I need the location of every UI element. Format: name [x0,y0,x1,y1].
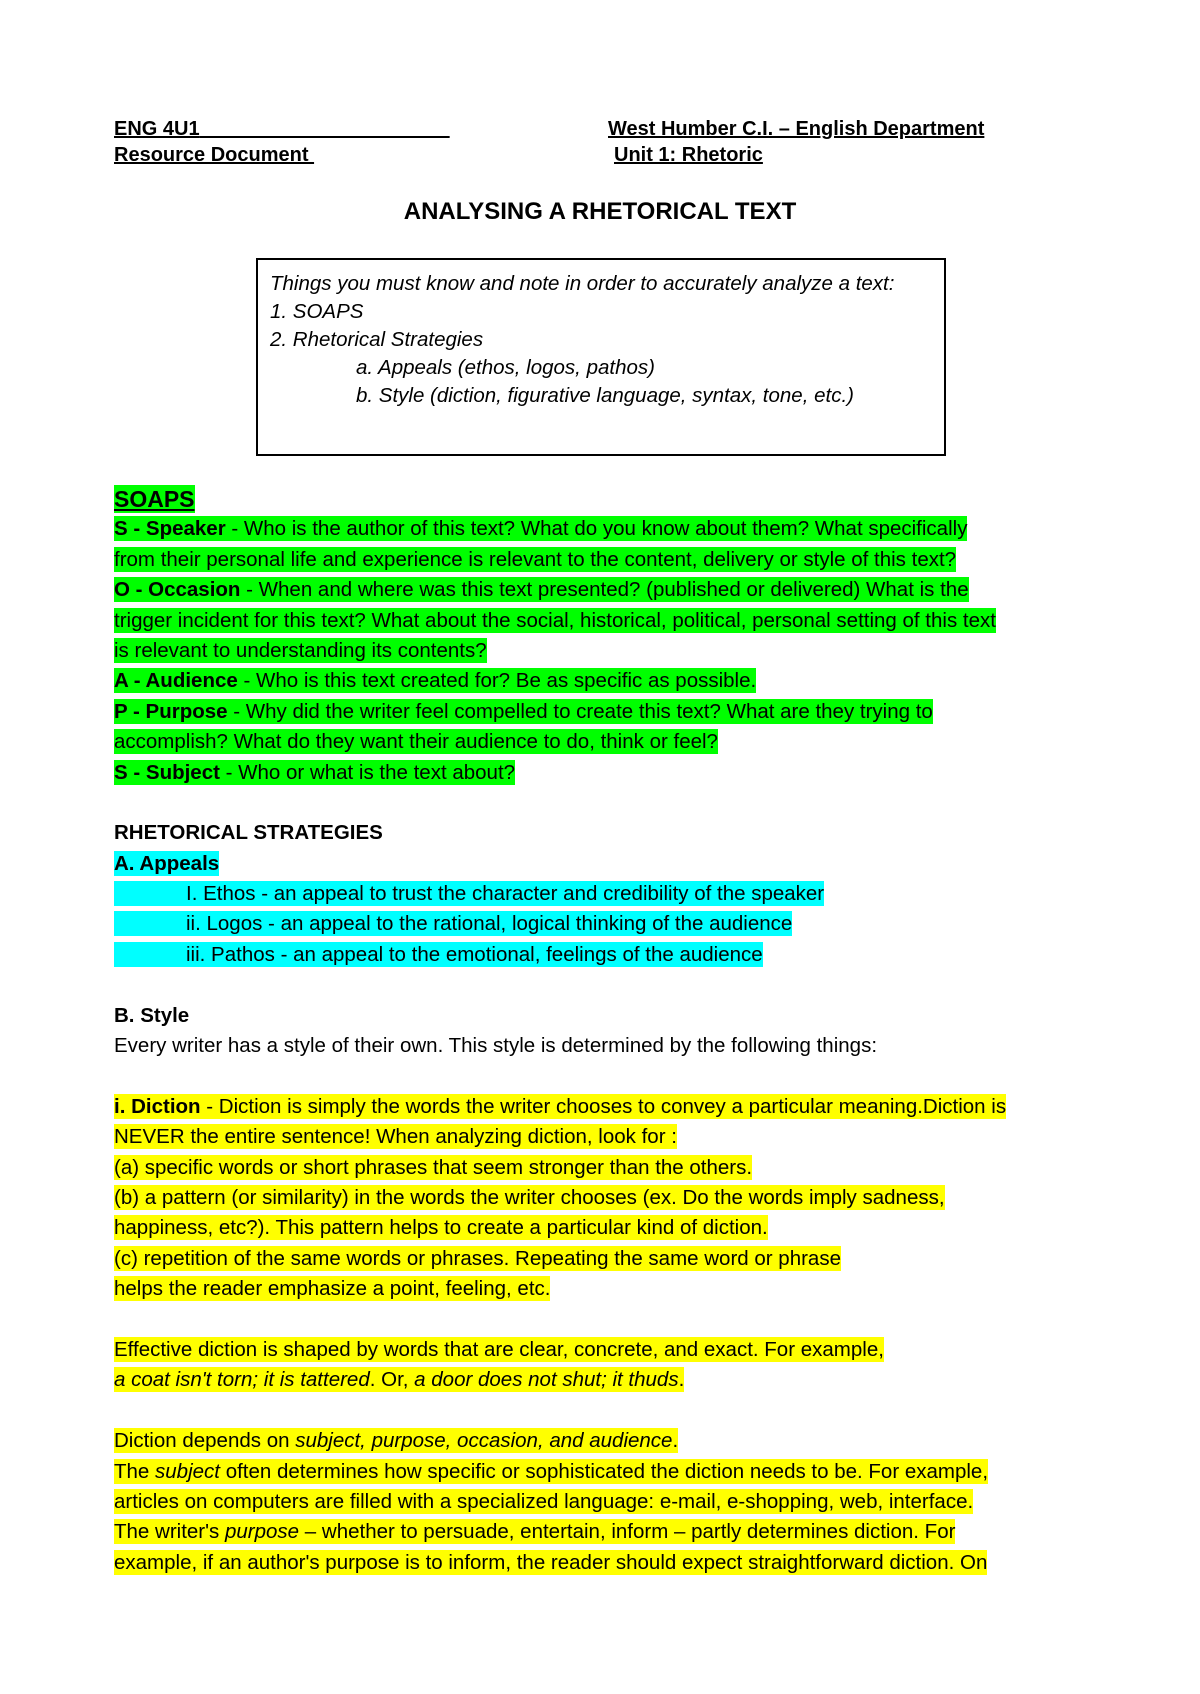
appeal-logos: ii. Logos - an appeal to the rational, logical thinking of the audience [114,909,1104,939]
diction-subject-cont: articles on computers are filled with a specialized language: e-mail, e-shopping, web, interface. [114,1489,974,1513]
soaps-purpose: P - Purpose - Why did the writer feel compelled to create this text? What are they trying to [114,699,933,723]
style-intro: Every writer has a style of their own. This style is determined by the following things: [114,1034,878,1058]
style-heading: B. Style [114,1003,190,1027]
soaps-subject: S - Subject - Who or what is the text about? [114,760,516,784]
subject-label: S - Subject [114,760,220,784]
soaps-occasion-cont2: is relevant to understanding its contents? [114,638,487,662]
soaps-audience: A - Audience - Who is this text created for? Be as specific as possible. [114,669,757,693]
soaps-heading-line [114,484,1104,514]
box-subitem-appeals: a. Appeals (ethos, logos, pathos) [356,356,655,379]
appeal-ethos: I. Ethos - an appeal to trust the character and credibility of the speaker [114,879,1104,909]
diction-item-c-cont: helps the reader emphasize a point, feeling, etc. [114,1277,551,1301]
soaps-speaker: S - Speaker - Who is the author of this text? What do you know about them? What specifically [114,517,968,541]
document-type: Resource Document [114,144,309,166]
page-title: ANALYSING A RHETORICAL TEXT [403,198,797,225]
diction-item-a: (a) specific words or short phrases that seem stronger than the others. [114,1155,753,1179]
strategies-heading: RHETORICAL STRATEGIES [114,821,383,845]
diction-depends: Diction depends on subject, purpose, occasion, and audience. [114,1429,679,1453]
diction-purpose-cont: example, if an author's purpose is to inform, the reader should expect straightforward diction. On [114,1550,988,1574]
speaker-label: S - Speaker [114,517,226,541]
diction-item-b: (b) a pattern (or similarity) in the words the writer chooses (ex. Do the words imply sadness, [114,1185,945,1209]
occasion-label: O - Occasion [114,578,241,602]
effective-diction-example: a coat isn't torn; it is tattered. Or, a door does not shut; it thuds. [114,1368,685,1392]
diction-subject: The subject often determines how specific or sophisticated the diction needs to be. For example, [114,1459,989,1483]
document-body [114,484,1104,1578]
diction-def: i. Diction - Diction is simply the words the writer chooses to convey a particular meaning.Diction is [114,1094,1007,1118]
school-department: West Humber C.I. – English Department [608,118,985,140]
unit-title: Unit 1: Rhetoric [614,144,763,166]
diction-item-b-cont: happiness, etc?). This pattern helps to create a particular kind of diction. [114,1216,768,1240]
soaps-purpose-cont: accomplish? What do they want their audience to do, think or feel? [114,730,718,754]
box-item-strategies: 2. Rhetorical Strategies [270,328,484,351]
box-intro: Things you must know and note in order to accurately analyze a text: [270,272,895,295]
soaps-occasion-cont: trigger incident for this text? What about the social, historical, political, personal setting of this text [114,608,996,632]
box-subitem-style: b. Style (diction, figurative language, syntax, tone, etc.) [356,384,854,407]
diction-item-c: (c) repetition of the same words or phrases. Repeating the same word or phrase [114,1246,841,1270]
effective-diction: Effective diction is shaped by words that are clear, concrete, and exact. For example, [114,1337,884,1361]
purpose-label: P - Purpose [114,699,228,723]
course-code: ENG 4U1 [114,118,200,140]
appeal-pathos: iii. Pathos - an appeal to the emotional, feelings of the audience [114,940,1104,970]
appeals-heading-line [114,849,1104,879]
diction-line2: NEVER the entire sentence! When analyzing diction, look for : [114,1125,677,1149]
key-points-box [256,258,946,456]
soaps-heading: SOAPS [114,486,195,512]
diction-label: i. Diction [114,1094,201,1118]
audience-label: A - Audience [114,669,238,693]
appeals-heading: A. Appeals [114,851,220,875]
diction-purpose: The writer's purpose – whether to persuade, entertain, inform – partly determines diction. For [114,1520,956,1544]
box-item-soaps: 1. SOAPS [270,300,364,323]
soaps-occasion: O - Occasion - When and where was this text presented? (published or delivered) What is the [114,578,969,602]
soaps-speaker-cont: from their personal life and experience is relevant to the content, delivery or style of this text? [114,547,957,571]
